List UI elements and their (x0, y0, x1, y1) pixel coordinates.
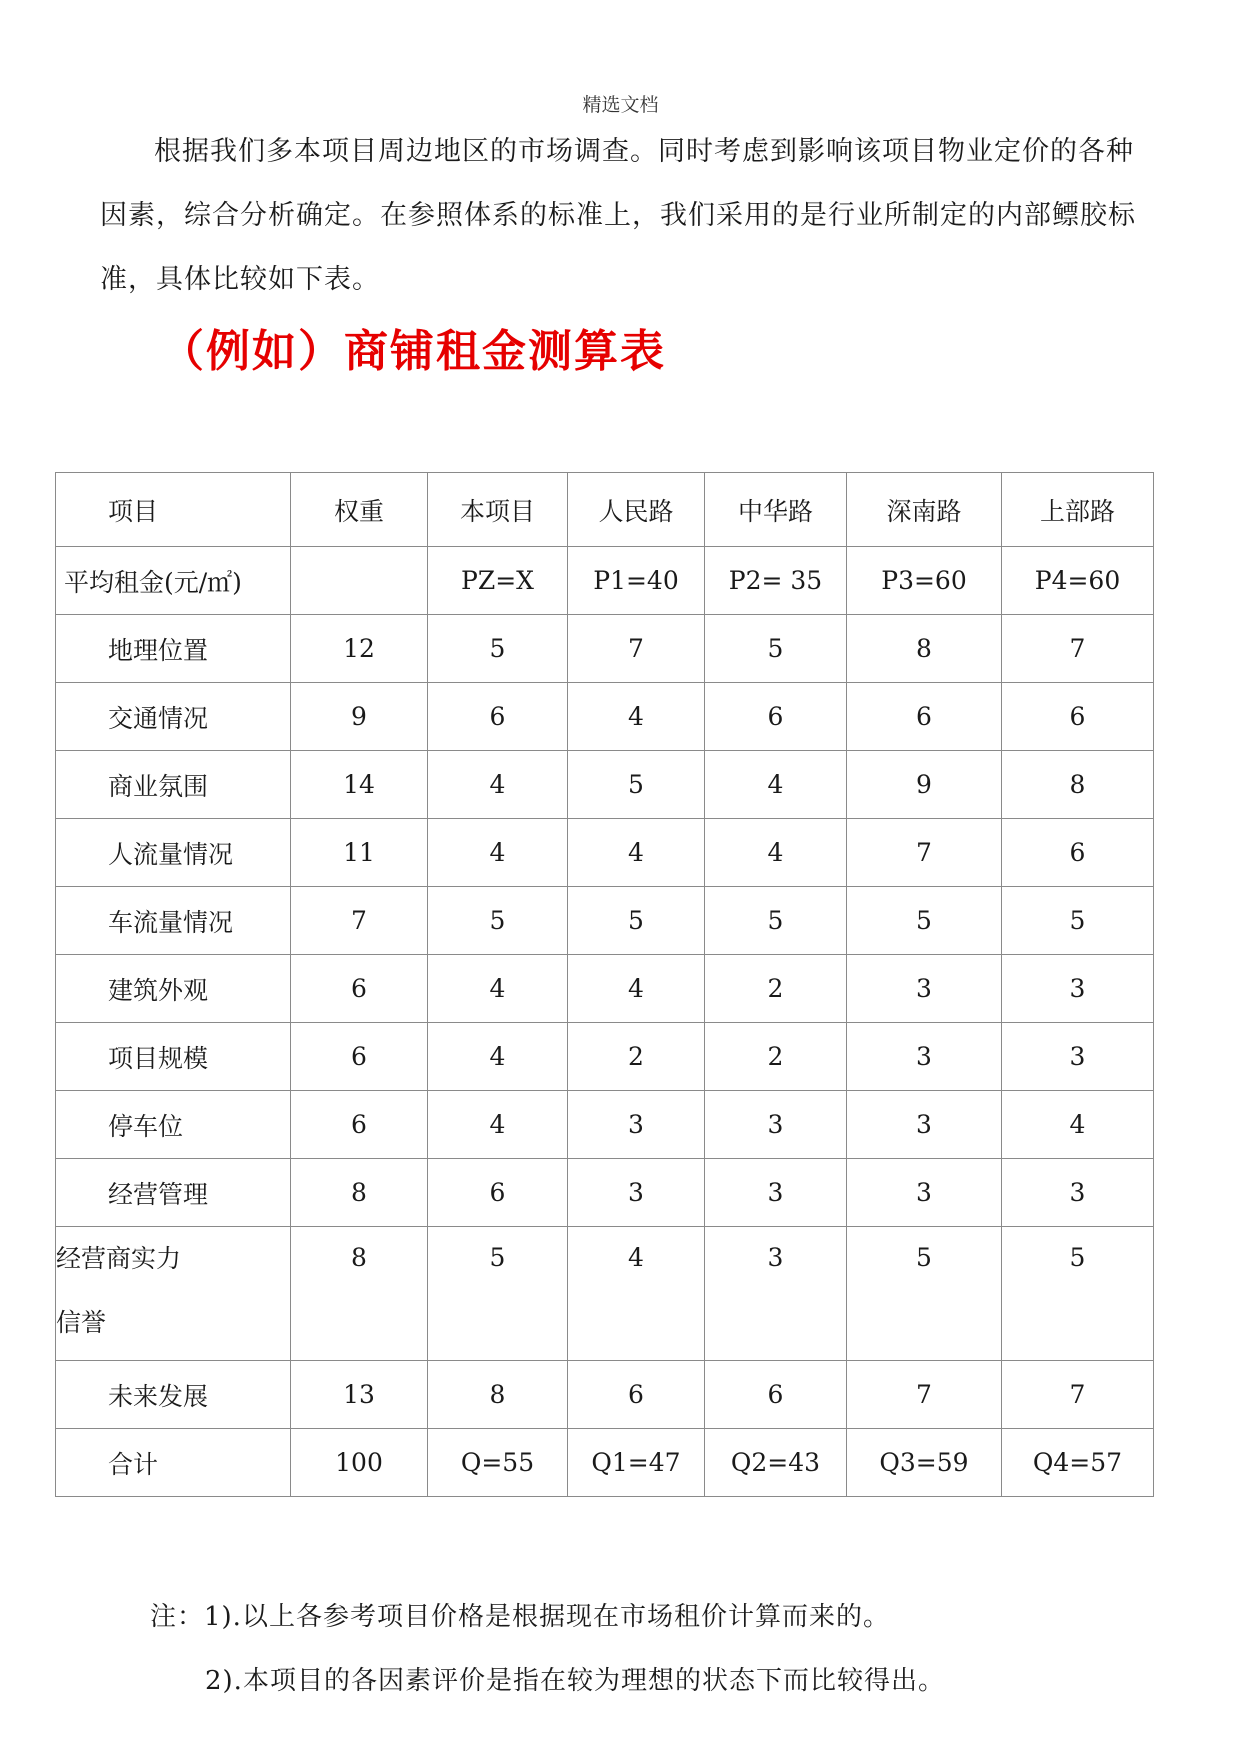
table-cell: 4 (705, 819, 847, 887)
table-cell: 7 (568, 615, 705, 683)
table-cell: P3=60 (847, 547, 1002, 615)
table-cell: 5 (428, 615, 568, 683)
table-cell: 4 (568, 683, 705, 751)
table-cell: 6 (291, 1023, 428, 1091)
table-cell: 7 (1002, 1361, 1154, 1429)
table-cell: 9 (847, 751, 1002, 819)
table-cell: 4 (568, 955, 705, 1023)
table-cell: 2 (568, 1023, 705, 1091)
table-cell: 5 (568, 751, 705, 819)
table-row (56, 1227, 1154, 1361)
table-cell: 6 (428, 1159, 568, 1227)
table-cell: 停车位 (56, 1091, 291, 1159)
table-row (56, 615, 1154, 683)
table-cell: Q=55 (428, 1429, 568, 1497)
table-cell: 2 (705, 955, 847, 1023)
note-2: 2).本项目的各因素评价是指在较为理想的状态下而比较得出。 (205, 1666, 945, 1696)
table-cell: 4 (568, 1227, 705, 1361)
table-cell: 3 (847, 1159, 1002, 1227)
table-cell: 4 (428, 1023, 568, 1091)
table-row (56, 1361, 1154, 1429)
table-cell: 4 (1002, 1091, 1154, 1159)
table-cell: Q2=43 (705, 1429, 847, 1497)
table-cell: 5 (428, 887, 568, 955)
column-header: 权重 (291, 473, 428, 547)
table-cell: 14 (291, 751, 428, 819)
table-cell: 4 (428, 751, 568, 819)
table-cell: 2 (705, 1023, 847, 1091)
header-row (56, 473, 1154, 547)
table-row (56, 819, 1154, 887)
table-cell: 3 (1002, 955, 1154, 1023)
table-cell: 4 (705, 751, 847, 819)
table-cell: 6 (705, 1361, 847, 1429)
table-cell: 3 (568, 1159, 705, 1227)
price-row (56, 547, 1154, 615)
column-header: 深南路 (847, 473, 1002, 547)
table-cell: 13 (291, 1361, 428, 1429)
cell-line: 信誉 (56, 1308, 107, 1337)
table-cell: 建筑外观 (56, 955, 291, 1023)
rent-calculation-table (55, 472, 1154, 1497)
table-cell (56, 1227, 291, 1361)
column-header: 本项目 (428, 473, 568, 547)
table-cell: 8 (847, 615, 1002, 683)
table-cell (291, 547, 428, 615)
table-cell: 5 (1002, 887, 1154, 955)
table-cell: 4 (428, 819, 568, 887)
table-cell: 未来发展 (56, 1361, 291, 1429)
table-cell: P1=40 (568, 547, 705, 615)
table-cell: 5 (568, 887, 705, 955)
table-cell: 8 (428, 1361, 568, 1429)
table-row (56, 1023, 1154, 1091)
table-cell: 平均租金(元/㎡) (56, 547, 291, 615)
column-header: 上部路 (1002, 473, 1154, 547)
table-cell: 8 (291, 1227, 428, 1361)
table-cell: Q1=47 (568, 1429, 705, 1497)
table-cell: 6 (568, 1361, 705, 1429)
table-cell: 7 (847, 819, 1002, 887)
table-cell: 3 (705, 1159, 847, 1227)
table-cell: 8 (291, 1159, 428, 1227)
cell-line: 经营商实力 (56, 1244, 182, 1273)
column-header: 中华路 (705, 473, 847, 547)
table-row (56, 683, 1154, 751)
total-row (56, 1429, 1154, 1497)
table-cell: 5 (705, 615, 847, 683)
table-cell: 3 (847, 955, 1002, 1023)
table-cell: 7 (291, 887, 428, 955)
table-cell: 6 (847, 683, 1002, 751)
table-cell: 5 (847, 887, 1002, 955)
note-1: 注：1).以上各参考项目价格是根据现在市场租价计算而来的。 (150, 1602, 890, 1632)
table-cell: 5 (705, 887, 847, 955)
table-cell: 7 (1002, 615, 1154, 683)
table-cell: P4=60 (1002, 547, 1154, 615)
table-cell: 3 (847, 1091, 1002, 1159)
table-cell: 5 (1002, 1227, 1154, 1361)
table-cell: 合计 (56, 1429, 291, 1497)
intro-paragraph: 根据我们多本项目周边地区的市场调查。同时考虑到影响该项目物业定价的各种因素，综合分析确定。在参照体系的标准上，我们采用的是行业所制定的内部鳔胶标准，具体比较如下表。 (100, 136, 1136, 295)
table-row (56, 955, 1154, 1023)
table-cell: 3 (1002, 1023, 1154, 1091)
table-cell: 地理位置 (56, 615, 291, 683)
table-row (56, 1159, 1154, 1227)
table-cell: PZ=X (428, 547, 568, 615)
column-header: 人民路 (568, 473, 705, 547)
table-cell: 7 (847, 1361, 1002, 1429)
table-cell: Q3=59 (847, 1429, 1002, 1497)
table-cell: 6 (428, 683, 568, 751)
table-cell: 项目规模 (56, 1023, 291, 1091)
notes-section (150, 1585, 945, 1713)
table-cell: 4 (428, 955, 568, 1023)
table-cell: 人流量情况 (56, 819, 291, 887)
table-row (56, 887, 1154, 955)
table-title: （例如）商铺租金测算表 (160, 326, 666, 377)
table-cell: P2= 35 (705, 547, 847, 615)
table-cell: 9 (291, 683, 428, 751)
table-cell: 3 (1002, 1159, 1154, 1227)
table-cell: 经营管理 (56, 1159, 291, 1227)
table-cell: 3 (705, 1227, 847, 1361)
table-cell: 4 (428, 1091, 568, 1159)
table-cell: 11 (291, 819, 428, 887)
table-cell: 100 (291, 1429, 428, 1497)
table-cell: 3 (847, 1023, 1002, 1091)
table-row (56, 1091, 1154, 1159)
table-cell: 3 (568, 1091, 705, 1159)
table-cell: 12 (291, 615, 428, 683)
table-cell: 5 (847, 1227, 1002, 1361)
table-cell: 商业氛围 (56, 751, 291, 819)
table-cell: 6 (1002, 819, 1154, 887)
table-cell: Q4=57 (1002, 1429, 1154, 1497)
table-row (56, 751, 1154, 819)
table-cell: 车流量情况 (56, 887, 291, 955)
page-header: 精选文档 (582, 94, 659, 116)
column-header: 项目 (56, 473, 291, 547)
table-cell: 4 (568, 819, 705, 887)
table-cell: 6 (705, 683, 847, 751)
table-cell: 6 (291, 955, 428, 1023)
table-cell: 交通情况 (56, 683, 291, 751)
table-cell: 6 (1002, 683, 1154, 751)
table-cell: 3 (705, 1091, 847, 1159)
table-cell: 6 (291, 1091, 428, 1159)
table-cell: 8 (1002, 751, 1154, 819)
table-cell: 5 (428, 1227, 568, 1361)
